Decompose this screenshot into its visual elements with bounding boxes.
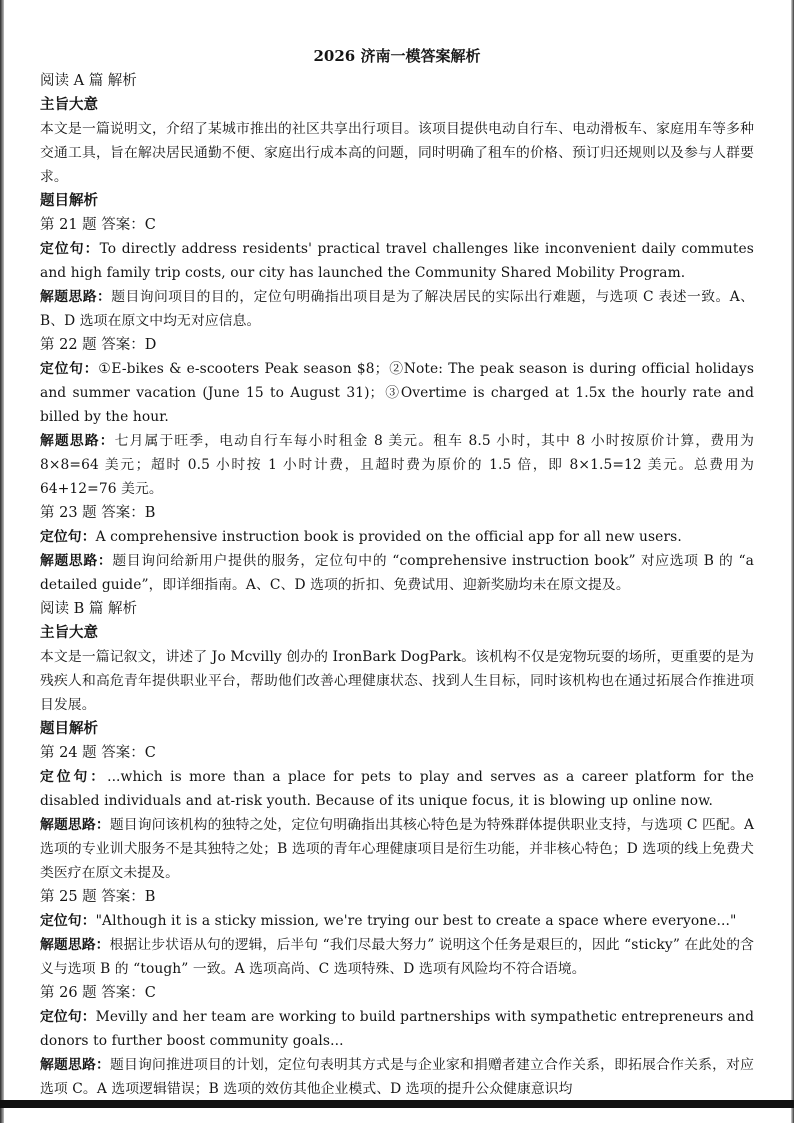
locate-label: 定位句： — [40, 913, 96, 929]
analysis-label: 题目解析 — [40, 720, 98, 737]
locate-text: "Although it is a sticky mission, we're trying our best to create a space where everyone..." — [95, 913, 737, 929]
question-block-23 — [40, 501, 754, 597]
reasoning — [40, 933, 754, 981]
question-header: 第 21 题 答案：C — [40, 217, 156, 233]
scan-bottom-bar — [0, 1100, 794, 1108]
reasoning-text: 题目询问该机构的独特之处，定位句明确指出其核心特色是为特殊群体提供职业支持，与选项 C 匹配。A 选项的专业训犬服务不是其独特之处；B 选项的青年心理健康项目是衍生功能，并非核心特色；D 选项的线上免费犬类医疗在原文未提及。 — [40, 817, 755, 881]
analysis-label: 题目解析 — [40, 192, 98, 209]
main-idea-label: 主旨大意 — [40, 96, 98, 113]
locate-text: Mevilly and her team are working to build partnerships with sympathetic entrepreneurs and donors to further boost community goals... — [40, 1009, 755, 1049]
reasoning-label: 解题思路： — [40, 817, 110, 833]
question-block-24 — [40, 741, 754, 885]
locate-sentence — [40, 525, 754, 549]
question-block-26 — [40, 981, 754, 1101]
question-header: 第 24 题 答案：C — [40, 745, 156, 761]
page-title: 2026 济南一模答案解析 — [313, 47, 481, 65]
locate-sentence — [40, 765, 754, 813]
locate-label: 定位句： — [40, 361, 99, 377]
locate-sentence — [40, 1005, 754, 1053]
locate-sentence — [40, 357, 754, 429]
reasoning — [40, 285, 754, 333]
locate-label: 定位句： — [40, 529, 96, 545]
locate-label: 定位句： — [40, 241, 100, 257]
page-edge-left — [0, 0, 4, 1123]
main-idea-text: 本文是一篇记叙文，讲述了 Jo Mcvilly 创办的 IronBark DogPark。该机构不仅是宠物玩耍的场所，更重要的是为残疾人和高危青年提供职业平台，帮助他们改善心理健康状态、找到人生目标，同时该机构也在通过拓展合作推进项目发展。 — [40, 649, 754, 713]
document-body — [40, 44, 754, 1101]
main-idea-label: 主旨大意 — [40, 624, 98, 641]
question-header: 第 26 题 答案：C — [40, 985, 156, 1001]
question-header: 第 23 题 答案：B — [40, 505, 156, 521]
reasoning-text: 七月属于旺季，电动自行车每小时租金 8 美元。租车 8.5 小时，其中 8 小时按原价计算，费用为 8×8=64 美元；超时 0.5 小时按 1 小时计费，且超时费为原价的 1.5 倍，即 8×1.5=12 美元。总费用为 64+12=76 美元。 — [40, 433, 755, 497]
reasoning-text: 题目询问给新用户提供的服务，定位句中的 “comprehensive instruction book” 对应选项 B 的 “a detailed guide”，即详细指南。A、C、D 选项的折扣、免费试用、迎新奖励均未在原文提及。 — [40, 553, 754, 593]
question-header: 第 22 题 答案：D — [40, 337, 157, 353]
reasoning-label: 解题思路： — [40, 553, 113, 569]
locate-text: ①E-bikes & e-scooters Peak season $8；②Note: The peak season is during official holidays and summer vacation (June 15 to August 31)；③Overtime is charged at 1.5x the hourly rate and billed by the hour. — [40, 361, 755, 425]
reasoning-label: 解题思路： — [40, 289, 112, 305]
reasoning-label: 解题思路： — [40, 433, 115, 449]
reasoning-text: 根据让步状语从句的逻辑，后半句 “我们尽最大努力” 说明这个任务是艰巨的，因此 “sticky” 在此处的含义与选项 B 的 “tough” 一致。A 选项高尚、C 选项特殊、D 选项有风险均不符合语境。 — [40, 937, 754, 977]
question-block-22 — [40, 333, 754, 501]
locate-text: ...which is more than a place for pets to play and serves as a career platform for the disabled individuals and at-risk youth. Because of its unique focus, it is blowing up online now. — [40, 769, 754, 809]
locate-sentence — [40, 237, 754, 285]
reasoning — [40, 813, 754, 885]
locate-label: 定位句： — [40, 769, 108, 785]
locate-label: 定位句： — [40, 1009, 96, 1025]
locate-text: A comprehensive instruction book is provided on the official app for all new users. — [95, 529, 682, 545]
main-idea-text: 本文是一篇说明文，介绍了某城市推出的社区共享出行项目。该项目提供电动自行车、电动滑板车、家庭用车等多种交通工具，旨在解决居民通勤不便、家庭出行成本高的问题，同时明确了租车的价格、预订归还规则以及参与人群要求。 — [40, 121, 754, 185]
reasoning — [40, 1053, 754, 1101]
section-heading-reading-b: 阅读 B 篇 解析 — [40, 601, 137, 617]
question-block-25 — [40, 885, 754, 981]
reasoning-label: 解题思路： — [40, 1057, 111, 1073]
reasoning-label: 解题思路： — [40, 937, 110, 953]
question-block-21 — [40, 213, 754, 333]
locate-text: To directly address residents' practical travel challenges like inconvenient daily commutes and high family trip costs, our city has launched the Community Shared Mobility Program. — [40, 241, 754, 281]
locate-sentence — [40, 909, 754, 933]
reasoning-text: 题目询问推进项目的计划，定位句表明其方式是与企业家和捐赠者建立合作关系，即拓展合作关系，对应选项 C。A 选项逻辑错误；B 选项的效仿其他企业模式、D 选项的提升公众健康意识均 — [40, 1057, 754, 1097]
reasoning — [40, 549, 754, 597]
section-heading-reading-a: 阅读 A 篇 解析 — [40, 73, 137, 89]
reasoning — [40, 429, 754, 501]
reasoning-text: 题目询问项目的目的，定位句明确指出项目是为了解决居民的实际出行难题，与选项 C 表述一致。A、B、D 选项在原文中均无对应信息。 — [40, 289, 754, 329]
question-header: 第 25 题 答案：B — [40, 889, 156, 905]
